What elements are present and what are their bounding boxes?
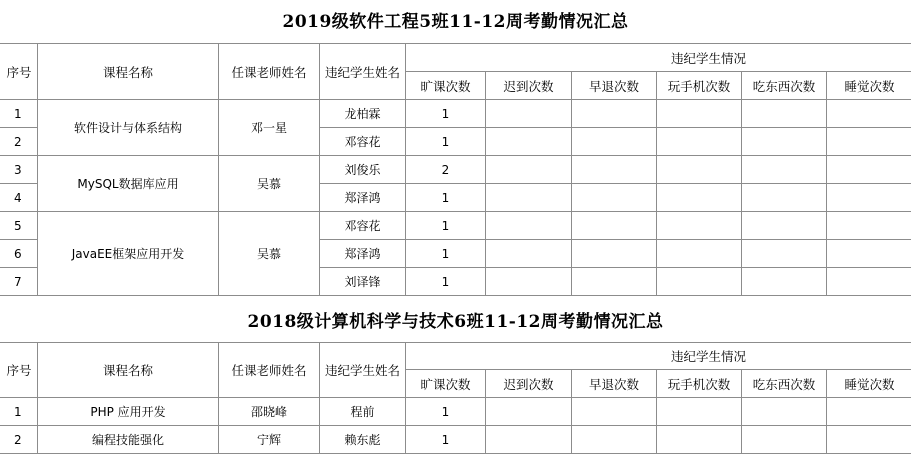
row-no: 5 (1, 212, 38, 240)
header-absent: 旷课次数 (406, 72, 486, 100)
row-no: 2 (1, 128, 38, 156)
header-phone: 玩手机次数 (657, 370, 742, 398)
row-no: 1 (1, 100, 38, 128)
absent-count: 1 (406, 128, 486, 156)
teacher-name: 吴慕 (219, 156, 320, 212)
student-name: 程前 (320, 398, 406, 426)
table-row (1, 398, 911, 426)
student-name: 刘俊乐 (320, 156, 406, 184)
header-sleeping: 睡觉次数 (827, 370, 911, 398)
attendance-table-2 (0, 342, 911, 454)
header-course: 课程名称 (38, 44, 219, 100)
header-violation-group: 违纪学生情况 (406, 44, 911, 72)
sheet-title-1: 2019级软件工程5班11-12周考勤情况汇总 (282, 12, 629, 32)
course-name: JavaEE框架应用开发 (38, 212, 219, 296)
sleeping-count (827, 398, 911, 426)
header-student: 违纪学生姓名 (320, 343, 406, 398)
phone-count (657, 100, 742, 128)
sleeping-count (827, 100, 911, 128)
leave-early-count (572, 426, 657, 454)
header-late: 迟到次数 (486, 370, 572, 398)
phone-count (657, 212, 742, 240)
student-name: 邓容花 (320, 212, 406, 240)
leave-early-count (572, 128, 657, 156)
late-count (486, 212, 572, 240)
eating-count (742, 398, 827, 426)
header-course: 课程名称 (38, 343, 219, 398)
leave-early-count (572, 100, 657, 128)
header-teacher: 任课老师姓名 (219, 44, 320, 100)
table-row (1, 212, 911, 240)
student-name: 龙柏霖 (320, 100, 406, 128)
sleeping-count (827, 240, 911, 268)
student-name: 邓容花 (320, 128, 406, 156)
row-no: 1 (1, 398, 38, 426)
absent-count: 1 (406, 426, 486, 454)
phone-count (657, 184, 742, 212)
header-violation-group: 违纪学生情况 (406, 343, 911, 370)
header-phone: 玩手机次数 (657, 72, 742, 100)
attendance-table-1 (0, 43, 911, 296)
row-no: 2 (1, 426, 38, 454)
late-count (486, 426, 572, 454)
teacher-name: 宁辉 (219, 426, 320, 454)
phone-count (657, 268, 742, 296)
student-name: 赖东彪 (320, 426, 406, 454)
leave-early-count (572, 240, 657, 268)
student-name: 刘译锋 (320, 268, 406, 296)
absent-count: 1 (406, 398, 486, 426)
eating-count (742, 212, 827, 240)
header-leave-early: 早退次数 (572, 72, 657, 100)
absent-count: 1 (406, 212, 486, 240)
sleeping-count (827, 128, 911, 156)
teacher-name: 邓一星 (219, 100, 320, 156)
header-absent: 旷课次数 (406, 370, 486, 398)
header-student: 违纪学生姓名 (320, 44, 406, 100)
header-no: 序号 (1, 343, 38, 398)
leave-early-count (572, 398, 657, 426)
eating-count (742, 268, 827, 296)
eating-count (742, 184, 827, 212)
sheet-title-2: 2018级计算机科学与技术6班11-12周考勤情况汇总 (247, 312, 664, 332)
late-count (486, 184, 572, 212)
teacher-name: 邵晓峰 (219, 398, 320, 426)
student-name: 郑泽鸿 (320, 184, 406, 212)
phone-count (657, 398, 742, 426)
leave-early-count (572, 212, 657, 240)
table-row (1, 100, 911, 128)
row-no: 6 (1, 240, 38, 268)
course-name: 编程技能强化 (38, 426, 219, 454)
header-row (1, 343, 911, 370)
course-name: 软件设计与体系结构 (38, 100, 219, 156)
sleeping-count (827, 184, 911, 212)
header-leave-early: 早退次数 (572, 370, 657, 398)
row-no: 4 (1, 184, 38, 212)
header-teacher: 任课老师姓名 (219, 343, 320, 398)
leave-early-count (572, 184, 657, 212)
late-count (486, 240, 572, 268)
eating-count (742, 156, 827, 184)
eating-count (742, 128, 827, 156)
sleeping-count (827, 156, 911, 184)
header-sleeping: 睡觉次数 (827, 72, 911, 100)
absent-count: 2 (406, 156, 486, 184)
header-no: 序号 (1, 44, 38, 100)
leave-early-count (572, 268, 657, 296)
header-late: 迟到次数 (486, 72, 572, 100)
sleeping-count (827, 426, 911, 454)
eating-count (742, 426, 827, 454)
header-eating: 吃东西次数 (742, 370, 827, 398)
absent-count: 1 (406, 240, 486, 268)
late-count (486, 100, 572, 128)
header-eating: 吃东西次数 (742, 72, 827, 100)
phone-count (657, 240, 742, 268)
absent-count: 1 (406, 100, 486, 128)
absent-count: 1 (406, 268, 486, 296)
late-count (486, 128, 572, 156)
late-count (486, 398, 572, 426)
sleeping-count (827, 212, 911, 240)
leave-early-count (572, 156, 657, 184)
row-no: 3 (1, 156, 38, 184)
table-row (1, 156, 911, 184)
course-name: PHP 应用开发 (38, 398, 219, 426)
header-row (1, 44, 911, 72)
eating-count (742, 100, 827, 128)
student-name: 郑泽鸿 (320, 240, 406, 268)
table-row (1, 426, 911, 454)
late-count (486, 268, 572, 296)
eating-count (742, 240, 827, 268)
phone-count (657, 128, 742, 156)
phone-count (657, 426, 742, 454)
phone-count (657, 156, 742, 184)
teacher-name: 吴慕 (219, 212, 320, 296)
late-count (486, 156, 572, 184)
absent-count: 1 (406, 184, 486, 212)
course-name: MySQL数据库应用 (38, 156, 219, 212)
row-no: 7 (1, 268, 38, 296)
sleeping-count (827, 268, 911, 296)
